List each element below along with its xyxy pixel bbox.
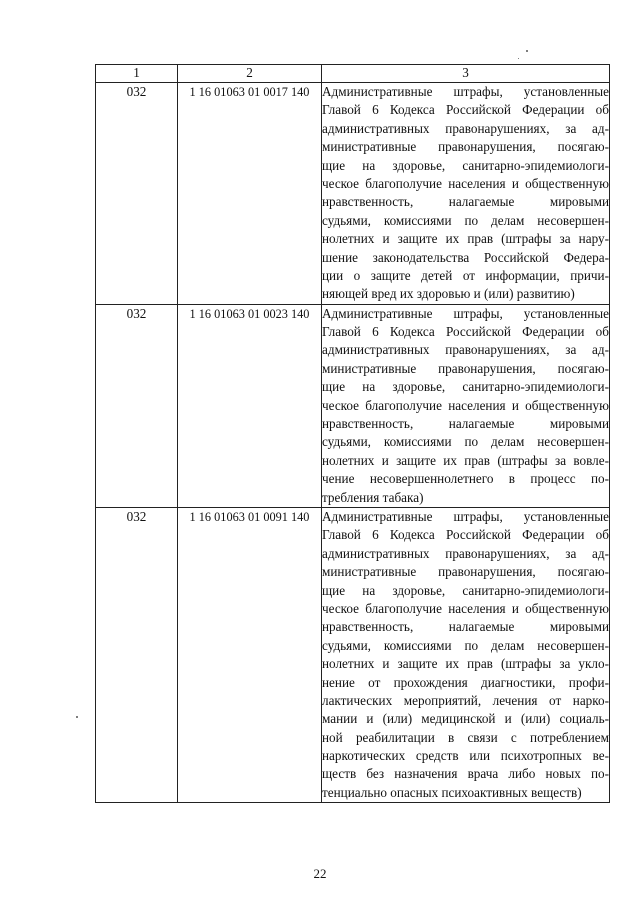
description-line: министративные правонарушения, посягаю- [322, 564, 609, 580]
description-line: административных правонарушениях, за ад- [322, 120, 609, 136]
description-line: шение законодательства Российской Федера- [322, 249, 609, 265]
income-description [322, 83, 610, 305]
description-line: щие на здоровье, санитарно-эпидемиологи- [322, 582, 609, 598]
column-header-2: 2 [178, 65, 322, 83]
description-line: чение несовершеннолетнего в процесс по- [322, 471, 609, 487]
page-number: 22 [313, 866, 327, 881]
description-line: требления табака) [322, 489, 424, 505]
description-line: тенциально опасных психоактивных веществ) [322, 784, 582, 800]
scan-speck [518, 58, 519, 59]
description-line: мании и (или) медицинской и (или) социаль- [322, 711, 609, 727]
table-row [96, 507, 610, 802]
table-row [96, 83, 610, 305]
description-line: наркотических средств или психотропных ве- [322, 748, 609, 764]
description-line: щие на здоровье, санитарно-эпидемиологи- [322, 157, 609, 173]
description-line: нолетних и защите их прав (штрафы за укло- [322, 656, 609, 672]
scan-speck [76, 716, 78, 718]
description-line: лактических мероприятий, лечения от нарко- [322, 692, 609, 708]
admin-code: 032 [96, 304, 178, 507]
description-line: нолетних и защите их прав (штрафы за нару- [322, 231, 609, 247]
description-line: судьями, комиссиями по делам несовершен- [322, 434, 609, 450]
description-line: ческое благополучие населения и общественную [322, 175, 609, 191]
scan-speck [526, 50, 528, 52]
income-description [322, 507, 610, 802]
description-line: административных правонарушениях, за ад- [322, 545, 609, 561]
description-line: ной реабилитации в связи с потреблением [322, 729, 609, 745]
description-line: нолетних и защите их прав (штрафы за вовле- [322, 452, 609, 468]
header-row [96, 65, 610, 83]
fines-table [95, 64, 610, 803]
description-line: нравственность, налагаемые мировыми [322, 194, 609, 210]
description-line: судьями, комиссиями по делам несовершен- [322, 637, 609, 653]
admin-code: 032 [96, 83, 178, 305]
description-line: нение от прохождения диагностики, профи- [322, 674, 609, 690]
admin-code: 032 [96, 507, 178, 802]
description-line: Главой 6 Кодекса Российской Федерации об [322, 527, 609, 543]
description-line: няющей вред их здоровью и (или) развитию) [322, 286, 575, 302]
budget-classification-code: 1 16 01063 01 0091 140 [178, 507, 322, 802]
description-line: министративные правонарушения, посягаю- [322, 360, 609, 376]
description-line: административных правонарушениях, за ад- [322, 342, 609, 358]
column-header-1: 1 [96, 65, 178, 83]
income-description [322, 304, 610, 507]
description-line: судьями, комиссиями по делам несовершен- [322, 212, 609, 228]
description-line: Главой 6 Кодекса Российской Федерации об [322, 324, 609, 340]
description-line: ществ без назначения врача либо новых по- [322, 766, 609, 782]
description-line: нравственность, налагаемые мировыми [322, 619, 609, 635]
description-line: ческое благополучие населения и общественную [322, 600, 609, 616]
table-row [96, 304, 610, 507]
description-line: Административные штрафы, установленные [322, 305, 609, 321]
column-header-3: 3 [322, 65, 610, 83]
description-line: ческое благополучие населения и общественную [322, 397, 609, 413]
description-line: Административные штрафы, установленные [322, 84, 609, 99]
description-line: нравственность, налагаемые мировыми [322, 416, 609, 432]
description-line: Главой 6 Кодекса Российской Федерации об [322, 102, 609, 118]
budget-classification-code: 1 16 01063 01 0017 140 [178, 83, 322, 305]
description-line: щие на здоровье, санитарно-эпидемиологи- [322, 379, 609, 395]
budget-classification-code: 1 16 01063 01 0023 140 [178, 304, 322, 507]
description-line: ции о защите детей от информации, причи- [322, 267, 609, 283]
description-line: Административные штрафы, установленные [322, 508, 609, 524]
description-line: министративные правонарушения, посягаю- [322, 139, 609, 155]
